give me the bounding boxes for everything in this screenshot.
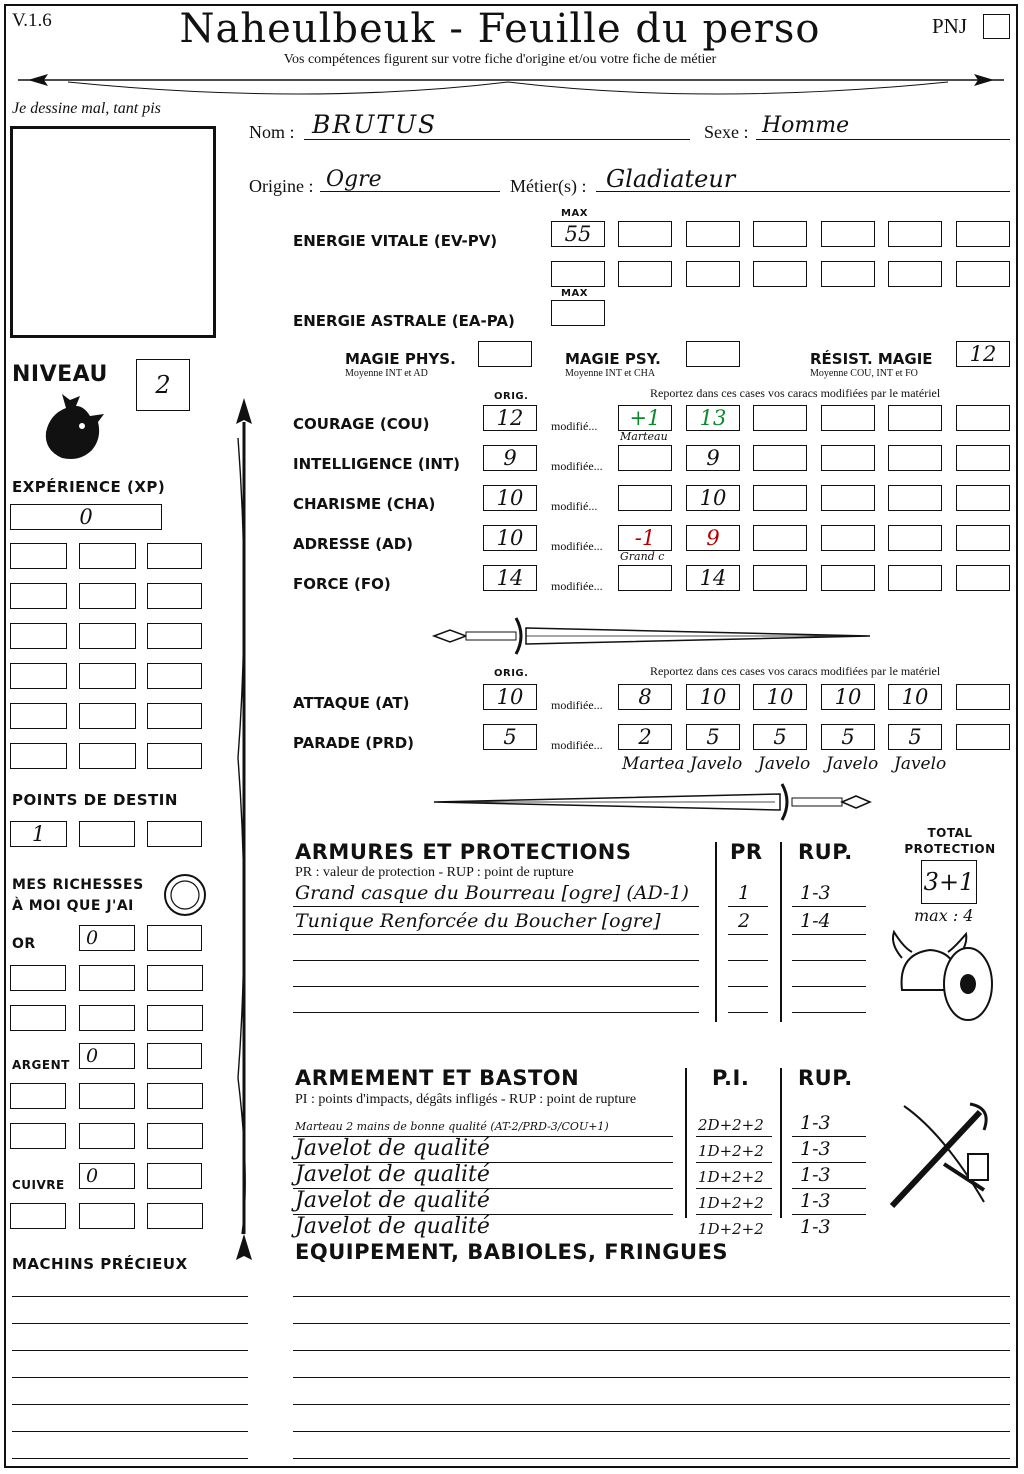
- resist-magie-box[interactable]: 12: [956, 341, 1010, 367]
- stat-value-value: 9: [706, 446, 720, 470]
- parade-box-4[interactable]: [888, 724, 942, 750]
- sword-icon: [430, 612, 875, 660]
- sexe-label: Sexe :: [704, 122, 749, 142]
- stat-delta[interactable]: [618, 445, 672, 471]
- stat-extra-box[interactable]: [821, 525, 875, 551]
- money-box[interactable]: [79, 1083, 135, 1109]
- armement-rup-label: RUP.: [798, 1066, 853, 1090]
- arme-name: Javelot de qualité: [295, 1162, 490, 1187]
- armure-line[interactable]: [293, 1012, 699, 1013]
- stat-extra-box[interactable]: [956, 405, 1010, 431]
- sword-icon: [430, 780, 875, 824]
- armure-pr: 1: [738, 882, 751, 904]
- money-box[interactable]: [147, 965, 203, 991]
- attaque-box-0[interactable]: [618, 684, 672, 710]
- arme-rup: 1-3: [800, 1112, 831, 1134]
- stat-delta[interactable]: [618, 525, 672, 551]
- parade-box-0[interactable]: [618, 724, 672, 750]
- parade-box-2[interactable]: [753, 724, 807, 750]
- ev-box-row2-5[interactable]: [888, 261, 942, 287]
- destin-box-3[interactable]: [147, 821, 202, 847]
- destin-label: POINTS DE DESTIN: [12, 791, 178, 809]
- cuivre-box[interactable]: 0: [79, 1163, 135, 1189]
- xp-grid-box[interactable]: [147, 583, 202, 609]
- armure-line[interactable]: [293, 934, 699, 935]
- xp-grid-box[interactable]: [10, 663, 67, 689]
- xp-grid-box[interactable]: [147, 743, 202, 769]
- stat-extra-box[interactable]: [888, 445, 942, 471]
- niveau-box[interactable]: 2: [136, 359, 190, 411]
- xp-grid-box[interactable]: [147, 663, 202, 689]
- nom-label: Nom :: [249, 122, 295, 142]
- stat-value[interactable]: [686, 485, 740, 511]
- total-protection-label: TOTAL: [927, 826, 973, 840]
- money-box[interactable]: [79, 965, 135, 991]
- xp-grid-box[interactable]: [79, 743, 136, 769]
- stat-extra-box[interactable]: [753, 485, 807, 511]
- money-box[interactable]: [10, 1123, 66, 1149]
- stat-extra-box[interactable]: [956, 525, 1010, 551]
- helmet-shield-icon: [888, 928, 998, 1024]
- stat-orig[interactable]: [483, 565, 537, 591]
- report-note: Reportez dans ces cases vos caracs modifiées par le matériel: [650, 386, 941, 400]
- pnj-label: PNJ: [932, 14, 968, 38]
- weapon-note: Javelo: [690, 754, 743, 774]
- arme-name: Javelot de qualité: [295, 1188, 490, 1213]
- money-box[interactable]: [79, 1123, 135, 1149]
- arme-rup: 1-3: [800, 1190, 831, 1212]
- stat-delta-value: +1: [629, 406, 661, 430]
- armure-pr-line[interactable]: [728, 1012, 768, 1013]
- armure-name: Tunique Renforcée du Boucher [ogre]: [295, 910, 661, 932]
- ev-box-2[interactable]: [686, 221, 740, 247]
- money-box[interactable]: [79, 1203, 135, 1229]
- metier-field[interactable]: Gladiateur: [606, 165, 736, 193]
- xp-grid-box[interactable]: [147, 623, 202, 649]
- stat-delta-value: -1: [634, 526, 656, 550]
- ev-box-row2-2[interactable]: [686, 261, 740, 287]
- money-box[interactable]: [147, 1083, 203, 1109]
- parade-box-4-value: 5: [908, 725, 922, 749]
- equipement-line[interactable]: [293, 1377, 1010, 1378]
- stat-label: INTELLIGENCE (INT): [293, 455, 460, 473]
- xp-grid-box[interactable]: [147, 543, 202, 569]
- armure-pr-line[interactable]: [728, 906, 768, 907]
- attaque-box-2[interactable]: [753, 684, 807, 710]
- arme-pi-line[interactable]: [696, 1136, 772, 1137]
- destin-box-2[interactable]: [79, 821, 135, 847]
- ev-box-row2-3[interactable]: [753, 261, 807, 287]
- niveau-label: NIVEAU: [12, 362, 108, 387]
- parade-box-2-value: 5: [773, 725, 787, 749]
- attaque-box-1-value: 10: [699, 685, 727, 709]
- richesses-label-2: À MOI QUE J'AI: [12, 898, 134, 914]
- arme-rup: 1-3: [800, 1164, 831, 1186]
- armure-rup-line[interactable]: [792, 906, 866, 907]
- combat-report-note: Reportez dans ces cases vos caracs modifiées par le matériel: [650, 664, 941, 678]
- stat-delta[interactable]: [618, 565, 672, 591]
- equipement-title: EQUIPEMENT, BABIOLES, FRINGUES: [295, 1240, 728, 1264]
- stat-orig[interactable]: [483, 525, 537, 551]
- weapon-note: Javelo: [758, 754, 811, 774]
- stat-orig[interactable]: [483, 405, 537, 431]
- parade-label: PARADE (PRD): [293, 734, 415, 752]
- armure-pr-line[interactable]: [728, 986, 768, 987]
- portrait-caption: Je dessine mal, tant pis: [12, 100, 161, 117]
- stat-delta[interactable]: [618, 485, 672, 511]
- stat-delta[interactable]: [618, 405, 672, 431]
- xp-grid-box[interactable]: [10, 623, 67, 649]
- arme-rup-line[interactable]: [792, 1188, 866, 1189]
- parade-box-5[interactable]: [956, 724, 1010, 750]
- xp-grid-box[interactable]: [10, 583, 67, 609]
- stat-label: CHARISME (CHA): [293, 495, 436, 513]
- money-box[interactable]: [79, 1005, 135, 1031]
- attaque-box-2-value: 10: [766, 685, 794, 709]
- attaque-box-4-value: 10: [901, 685, 929, 709]
- arme-name: Javelot de qualité: [295, 1136, 490, 1161]
- armures-pr-label: PR: [730, 840, 763, 864]
- xp-grid-box[interactable]: [147, 703, 202, 729]
- machins-line[interactable]: [12, 1458, 248, 1459]
- arme-pi-line[interactable]: [696, 1162, 772, 1163]
- magie-phys-box[interactable]: [478, 341, 532, 367]
- stat-label: COURAGE (COU): [293, 415, 430, 433]
- attaque-box-5[interactable]: [956, 684, 1010, 710]
- armure-pr: 2: [738, 910, 751, 932]
- total-protection-label-2: PROTECTION: [904, 842, 996, 856]
- armure-pr-line[interactable]: [728, 960, 768, 961]
- arme-pi: 1D+2+2: [698, 1168, 764, 1186]
- or-box[interactable]: 0: [79, 925, 135, 951]
- stat-extra-box[interactable]: [821, 485, 875, 511]
- stat-extra-box[interactable]: [821, 445, 875, 471]
- attaque-orig[interactable]: 10: [483, 684, 537, 710]
- armement-title: ARMEMENT ET BASTON: [295, 1066, 580, 1090]
- orig-label: ORIG.: [494, 391, 529, 402]
- stat-orig-value: 9: [503, 446, 517, 470]
- ea-max-label: MAX: [561, 288, 588, 299]
- arme-rup-line[interactable]: [792, 1136, 866, 1137]
- stat-delta-value: [619, 446, 671, 470]
- stat-delta-note: Grand c: [620, 550, 665, 563]
- ev-box-row2-6[interactable]: [956, 261, 1010, 287]
- stat-orig-value: 12: [496, 406, 524, 430]
- machins-line[interactable]: [12, 1377, 248, 1378]
- magie-psy-label: MAGIE PSY.: [565, 350, 661, 368]
- equipement-line[interactable]: [293, 1458, 1010, 1459]
- destin-box-1[interactable]: 1: [10, 821, 67, 847]
- page-subtitle: Vos compétences figurent sur votre fiche d'origine et/ou votre fiche de métier: [283, 52, 717, 67]
- xp-grid-box[interactable]: [79, 583, 136, 609]
- arme-name: Javelot de qualité: [295, 1214, 490, 1239]
- stat-label: FORCE (FO): [293, 575, 391, 593]
- stat-orig-value: 10: [496, 486, 524, 510]
- money-box[interactable]: [10, 1005, 66, 1031]
- ea-max-box[interactable]: [551, 300, 605, 326]
- stat-orig-value: 14: [496, 566, 524, 590]
- or-box-2[interactable]: [147, 925, 202, 951]
- weapon-note: Martea: [622, 754, 685, 774]
- stat-modif-label: modifiée...: [551, 579, 603, 593]
- stat-value[interactable]: [686, 445, 740, 471]
- stat-extra-box[interactable]: [956, 445, 1010, 471]
- xp-label: EXPÉRIENCE (XP): [12, 478, 166, 496]
- argent-label: ARGENT: [12, 1058, 70, 1072]
- ev-max-label: MAX: [561, 208, 588, 219]
- armure-line[interactable]: [293, 960, 699, 961]
- arme-pi: 2D+2+2: [698, 1116, 764, 1134]
- parade-modif-label: modifiée...: [551, 738, 603, 752]
- stat-extra-box[interactable]: [821, 565, 875, 591]
- equipement-line[interactable]: [293, 1296, 1010, 1297]
- cuivre-label: CUIVRE: [12, 1178, 65, 1192]
- version: V.1.6: [12, 10, 52, 31]
- stat-value-value: 13: [699, 406, 727, 430]
- ev-box-4[interactable]: [821, 221, 875, 247]
- ev-label: ENERGIE VITALE (EV-PV): [293, 232, 498, 250]
- arme-name: Marteau 2 mains de bonne qualité (AT-2/PRD-3/COU+1): [295, 1120, 609, 1133]
- origine-field[interactable]: Ogre: [326, 167, 382, 192]
- total-protection-max: max : 4: [914, 906, 974, 925]
- armure-rup: 1-3: [800, 882, 831, 904]
- machins-line[interactable]: [12, 1431, 248, 1432]
- spear-icon: [228, 398, 260, 1260]
- armure-pr-line[interactable]: [728, 934, 768, 935]
- ev-box-row2-0[interactable]: [551, 261, 605, 287]
- stat-extra-box[interactable]: [753, 565, 807, 591]
- magie-psy-box[interactable]: [686, 341, 740, 367]
- stat-orig-value: 10: [496, 526, 524, 550]
- stat-value-value: 9: [706, 526, 720, 550]
- armures-rup-label: RUP.: [798, 840, 853, 864]
- stat-extra-box[interactable]: [888, 405, 942, 431]
- ev-box-1[interactable]: [618, 221, 672, 247]
- parade-box-0-value: 2: [638, 725, 652, 749]
- stat-extra-box[interactable]: [888, 485, 942, 511]
- magie-phys-label: MAGIE PHYS.: [345, 350, 456, 368]
- sexe-field[interactable]: Homme: [762, 113, 850, 138]
- armure-name: Grand casque du Bourreau [ogre] (AD-1): [295, 882, 689, 904]
- stat-extra-box[interactable]: [753, 445, 807, 471]
- attaque-box-1[interactable]: [686, 684, 740, 710]
- arme-pi: 1D+2+2: [698, 1142, 764, 1160]
- stat-extra-box[interactable]: [753, 525, 807, 551]
- stat-delta-value: [619, 566, 671, 590]
- stat-modif-label: modifié...: [551, 499, 598, 513]
- equipement-line[interactable]: [293, 1431, 1010, 1432]
- money-box[interactable]: [147, 1005, 203, 1031]
- nom-field[interactable]: BRUTUS: [312, 110, 438, 139]
- machins-line[interactable]: [12, 1296, 248, 1297]
- xp-grid-box[interactable]: [79, 663, 136, 689]
- machins-line[interactable]: [12, 1404, 248, 1405]
- armure-rup-line[interactable]: [792, 934, 866, 935]
- argent-box-2[interactable]: [147, 1043, 202, 1069]
- attaque-modif-label: modifiée...: [551, 698, 603, 712]
- ev-box-row2-4[interactable]: [821, 261, 875, 287]
- equipement-line[interactable]: [293, 1350, 1010, 1351]
- ev-box-6[interactable]: [956, 221, 1010, 247]
- argent-box[interactable]: 0: [79, 1043, 135, 1069]
- arme-rup: 1-3: [800, 1216, 831, 1238]
- parade-box-1[interactable]: [686, 724, 740, 750]
- resist-magie-label: RÉSIST. MAGIE: [810, 350, 933, 368]
- armement-pi-label: P.I.: [712, 1066, 750, 1090]
- attaque-box-3-value: 10: [834, 685, 862, 709]
- stat-value[interactable]: [686, 565, 740, 591]
- stat-modif-label: modifié...: [551, 419, 598, 433]
- richesses-label: MES RICHESSES: [12, 877, 144, 893]
- cuivre-box-2[interactable]: [147, 1163, 202, 1189]
- xp-box[interactable]: 0: [10, 504, 162, 530]
- origine-label: Origine :: [249, 176, 314, 196]
- magie-phys-sub: Moyenne INT et AD: [345, 368, 428, 379]
- armure-line[interactable]: [293, 986, 699, 987]
- weapon-note: Javelo: [894, 754, 947, 774]
- parade-box-5-value: [957, 725, 1009, 749]
- stat-extra-box[interactable]: [956, 485, 1010, 511]
- money-box[interactable]: [147, 1123, 203, 1149]
- armures-note: PR : valeur de protection - RUP : point de rupture: [295, 865, 574, 880]
- resist-magie-sub: Moyenne COU, INT et FO: [810, 368, 918, 379]
- arme-pi-line[interactable]: [696, 1214, 772, 1215]
- ev-box-row2-1[interactable]: [618, 261, 672, 287]
- arme-pi-line[interactable]: [696, 1188, 772, 1189]
- attaque-box-3[interactable]: [821, 684, 875, 710]
- arme-rup-line[interactable]: [792, 1214, 866, 1215]
- portrait-box[interactable]: [10, 126, 216, 338]
- equipement-line[interactable]: [293, 1323, 1010, 1324]
- stat-label: ADRESSE (AD): [293, 535, 414, 553]
- stat-extra-box[interactable]: [888, 565, 942, 591]
- ev-box-0[interactable]: [551, 221, 605, 247]
- money-box[interactable]: [10, 1203, 66, 1229]
- stat-value[interactable]: [686, 405, 740, 431]
- stat-delta-value: [619, 486, 671, 510]
- stat-modif-label: modifiée...: [551, 459, 603, 473]
- stat-value[interactable]: [686, 525, 740, 551]
- machins-line[interactable]: [12, 1323, 248, 1324]
- money-box[interactable]: [147, 1203, 203, 1229]
- arme-rup-line[interactable]: [792, 1162, 866, 1163]
- xp-grid-box[interactable]: [79, 543, 136, 569]
- total-protection-box[interactable]: 3+1: [921, 860, 977, 904]
- armures-title: ARMURES ET PROTECTIONS: [295, 840, 632, 864]
- ev-box-3[interactable]: [753, 221, 807, 247]
- stat-extra-box[interactable]: [888, 525, 942, 551]
- xp-grid-box[interactable]: [79, 623, 136, 649]
- attaque-box-5-value: [957, 685, 1009, 709]
- magie-psy-sub: Moyenne INT et CHA: [565, 368, 656, 379]
- ev-box-0-value: 55: [564, 222, 592, 246]
- armure-line[interactable]: [293, 906, 699, 907]
- machins-line[interactable]: [12, 1350, 248, 1351]
- xp-grid-box[interactable]: [79, 703, 136, 729]
- arme-pi: 1D+2+2: [698, 1220, 764, 1238]
- attaque-box-4[interactable]: [888, 684, 942, 710]
- ev-box-5[interactable]: [888, 221, 942, 247]
- parade-box-1-value: 5: [706, 725, 720, 749]
- weapon-note: Javelo: [826, 754, 879, 774]
- parade-orig[interactable]: 5: [483, 724, 537, 750]
- stat-value-value: 10: [699, 486, 727, 510]
- page-title: Naheulbeuk - Feuille du perso: [179, 6, 821, 52]
- stat-modif-label: modifiée...: [551, 539, 603, 553]
- armure-rup: 1-4: [800, 910, 831, 932]
- machins-label: MACHINS PRÉCIEUX: [12, 1255, 188, 1273]
- stat-extra-box[interactable]: [753, 405, 807, 431]
- xp-grid-box[interactable]: [10, 703, 67, 729]
- armement-note: PI : points d'impacts, dégâts infligés - RUP : point de rupture: [295, 1092, 637, 1107]
- stat-orig[interactable]: [483, 445, 537, 471]
- parade-box-3-value: 5: [841, 725, 855, 749]
- dragon-icon: [40, 392, 106, 464]
- pnj-checkbox[interactable]: [983, 14, 1010, 39]
- armure-rup-line[interactable]: [792, 1012, 866, 1013]
- armure-rup-line[interactable]: [792, 986, 866, 987]
- equipement-line[interactable]: [293, 1404, 1010, 1405]
- combat-orig-label: ORIG.: [494, 668, 529, 679]
- or-label: OR: [12, 936, 36, 952]
- ea-label: ENERGIE ASTRALE (EA-PA): [293, 312, 515, 330]
- stat-orig[interactable]: [483, 485, 537, 511]
- weapons-icon: [884, 1094, 1000, 1212]
- metier-label: Métier(s) :: [510, 176, 587, 196]
- coin-icon: [162, 872, 208, 918]
- money-box[interactable]: [10, 965, 66, 991]
- stat-extra-box[interactable]: [821, 405, 875, 431]
- parade-box-3[interactable]: [821, 724, 875, 750]
- attaque-label: ATTAQUE (AT): [293, 694, 410, 712]
- money-box[interactable]: [10, 1083, 66, 1109]
- arme-rup: 1-3: [800, 1138, 831, 1160]
- armure-rup-line[interactable]: [792, 960, 866, 961]
- attaque-box-0-value: 8: [638, 685, 652, 709]
- stat-value-value: 14: [699, 566, 727, 590]
- arme-pi: 1D+2+2: [698, 1194, 764, 1212]
- stat-delta-note: Marteau: [620, 430, 668, 443]
- xp-grid-box[interactable]: [10, 743, 67, 769]
- xp-grid-box[interactable]: [10, 543, 67, 569]
- stat-extra-box[interactable]: [956, 565, 1010, 591]
